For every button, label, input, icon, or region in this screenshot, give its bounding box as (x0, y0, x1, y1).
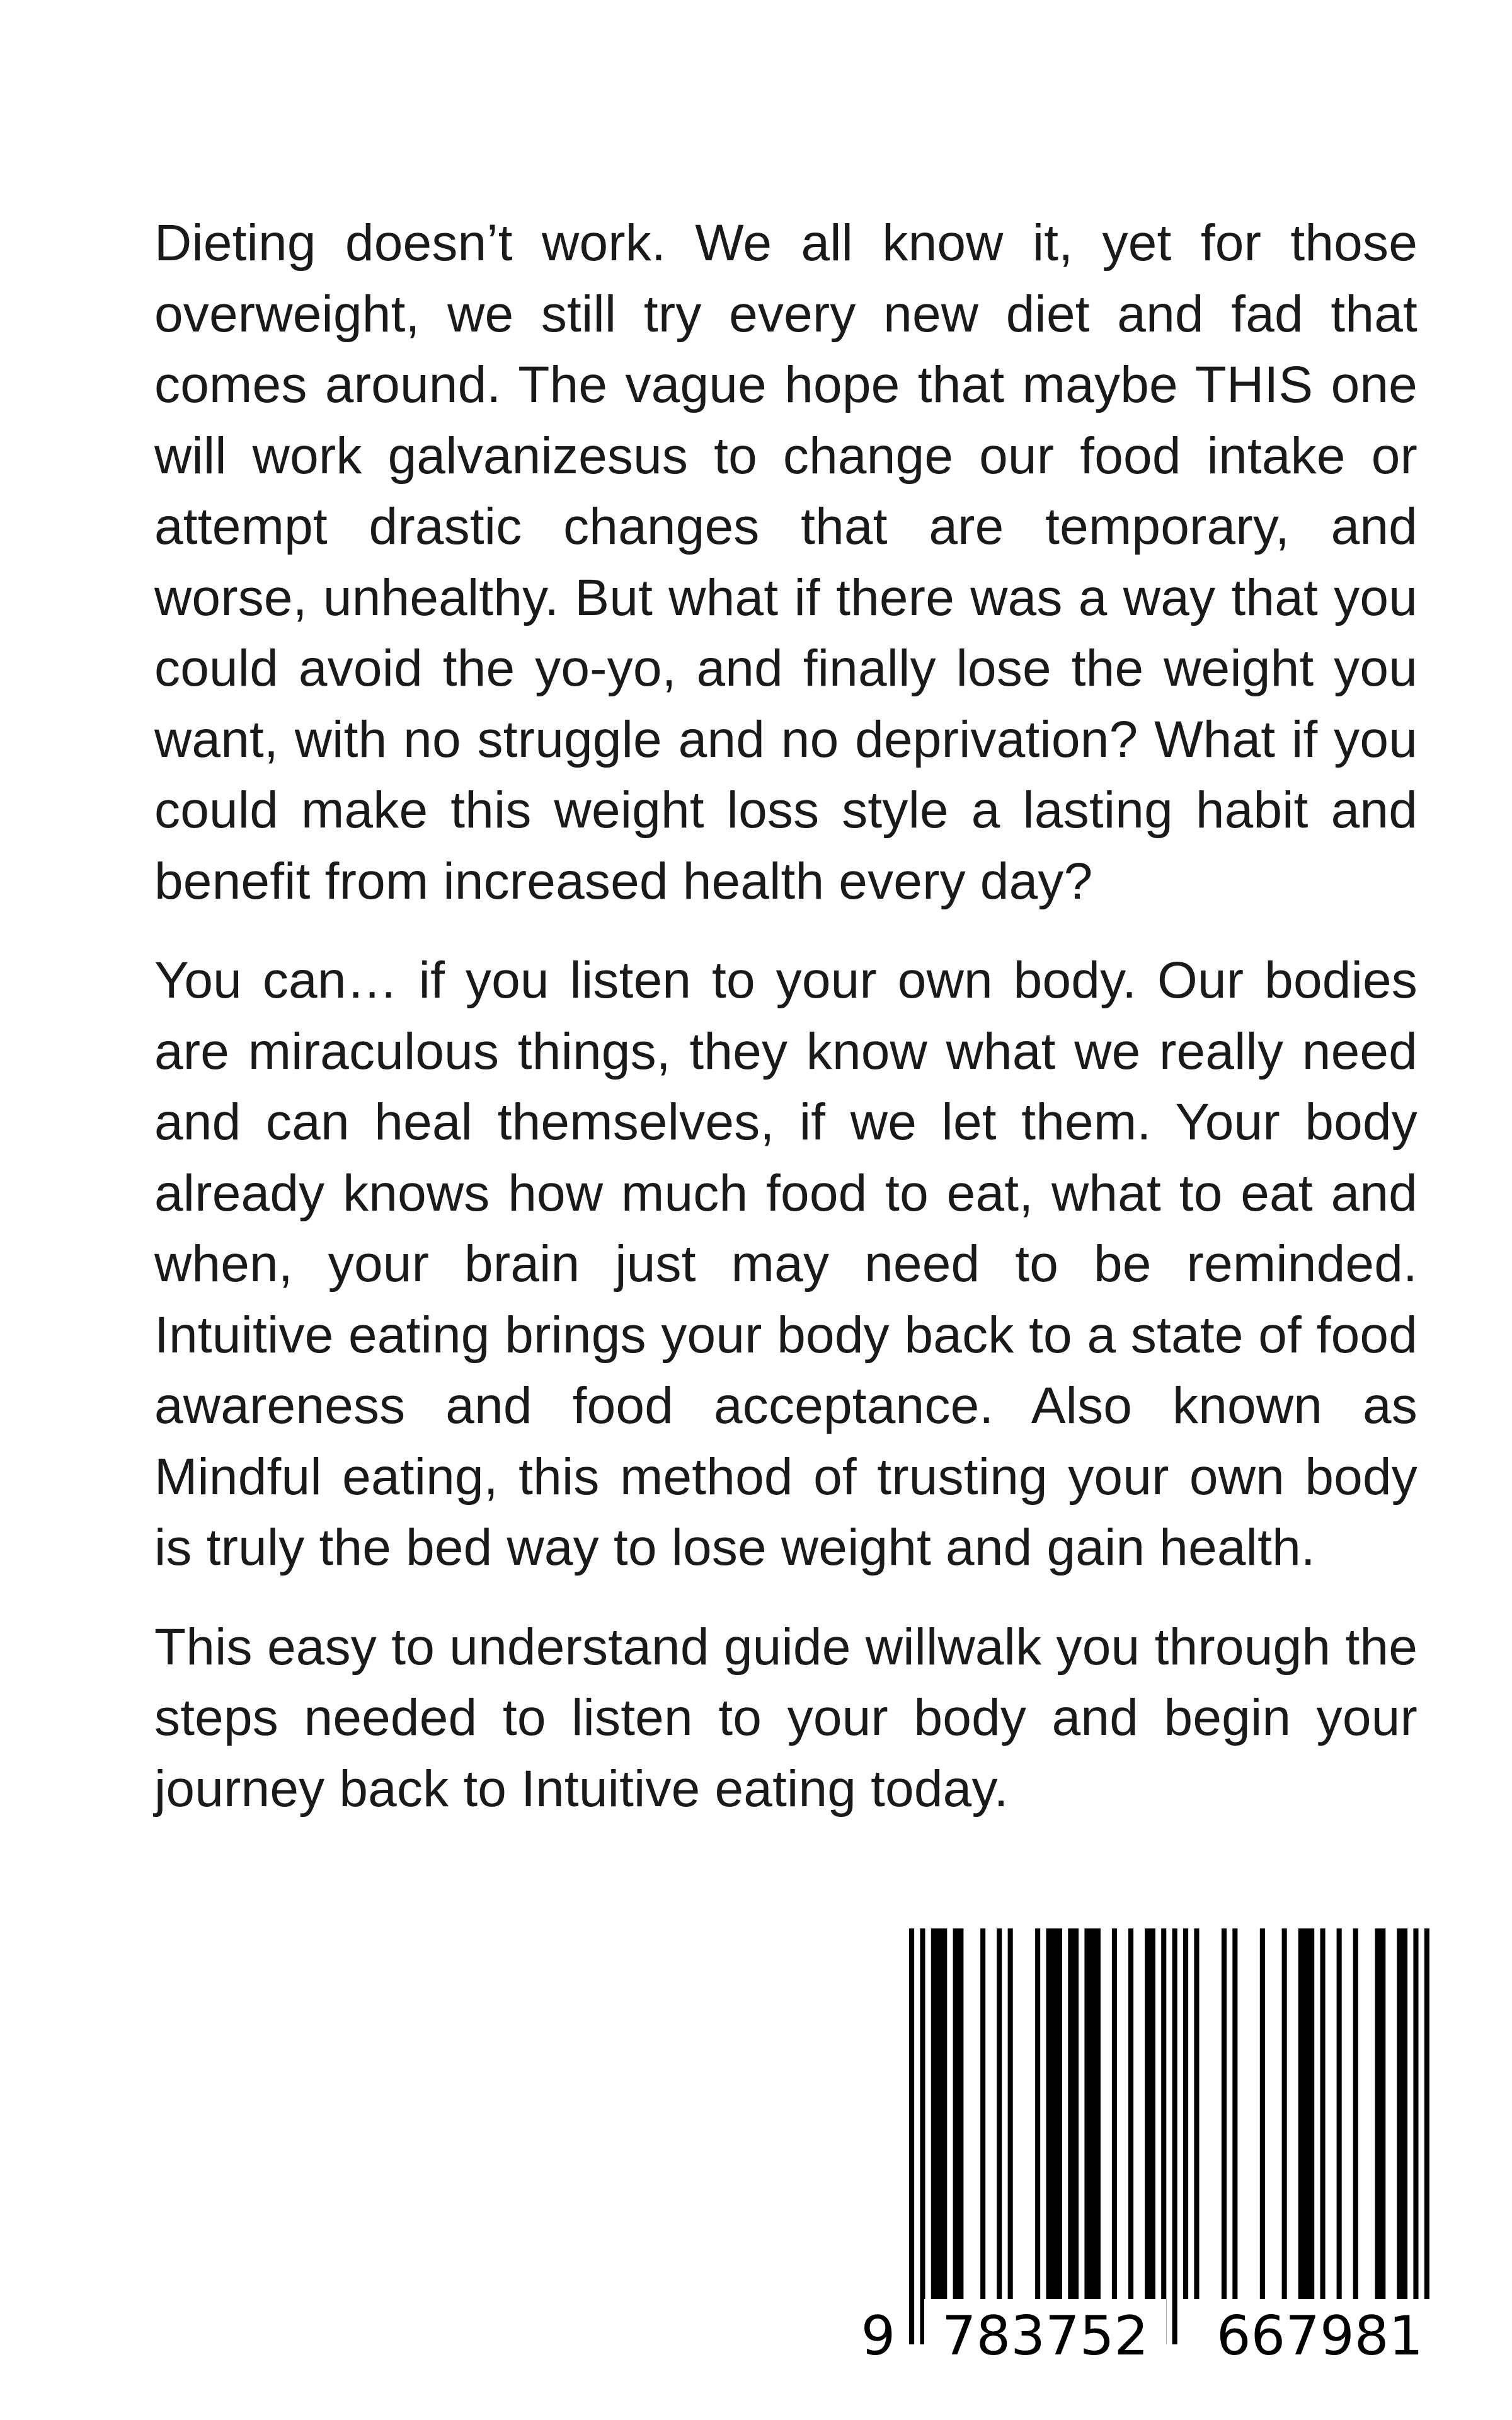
isbn-lead-digit: 9 (859, 2299, 898, 2373)
blurb-paragraph-3: This easy to understand guide willwalk you through the steps needed to listen to your body and begin your journey back to Intuitive eating today. (154, 1618, 1418, 1818)
barcode-bar (920, 1928, 925, 2344)
barcode-bar (1068, 1928, 1079, 2299)
barcode-bar (1282, 1928, 1287, 2299)
barcode-bar (1008, 1928, 1013, 2299)
isbn-barcode (859, 1928, 1455, 2373)
barcode-bar (931, 1928, 948, 2299)
barcode-bar (1298, 1928, 1315, 2299)
barcode-bar (1260, 1928, 1265, 2299)
barcode-bar (1172, 1928, 1177, 2344)
barcode-bar (1161, 1928, 1166, 2344)
barcode-bar (1183, 1928, 1188, 2299)
blurb-paragraph-1: Dieting doesn’t work. We all know it, yet for those overweight, we still try every new diet and fad that comes around. The vague hope that maybe THIS one will work galvanizesus to change our food intake or attempt drastic changes that are temporary, and worse, unhealthy. But what if there was a way that you could avoid the yo-yo, and finally lose the weight you want, with no struggle and no deprivation? What if you could make this weight loss style a lasting habit and benefit from increased health every day? (154, 214, 1418, 910)
barcode-bar (1232, 1928, 1237, 2299)
barcode-bar (1046, 1928, 1063, 2299)
barcode-bar (1194, 1928, 1199, 2299)
isbn-left-group: 783752 (924, 2299, 1166, 2373)
barcode-bar (1375, 1928, 1386, 2299)
barcode-bar (1035, 1928, 1040, 2299)
barcode-bar (1084, 1928, 1101, 2299)
barcode-bar (1145, 1928, 1155, 2299)
barcode-bar (980, 1928, 985, 2299)
barcode-bar (1337, 1928, 1342, 2299)
blurb-text (154, 208, 1418, 1824)
barcode-bar (1112, 1928, 1117, 2299)
barcode-bar (997, 1928, 1002, 2299)
barcode-bar (1397, 1928, 1407, 2299)
barcode-bar (953, 1928, 964, 2299)
barcode-bar (1353, 1928, 1358, 2299)
isbn-number (859, 2299, 1455, 2373)
barcode-bar (1424, 1928, 1429, 2344)
blurb-paragraph-2: You can… if you listen to your own body. Our bodies are miraculous things, they know what we really need and can heal themselves, if we let them. Your body already knows how much food to eat, what to eat and when, your brain just may need to be reminded. Intuitive eating brings your body back to a state of food awareness and food acceptance. Also known as Mindful eating, this method of trusting your own body is truly the bed way to lose weight and gain health. (154, 952, 1418, 1576)
barcode-bar (1413, 1928, 1418, 2344)
barcode-bar (1320, 1928, 1326, 2299)
barcode-bar (1128, 1928, 1133, 2299)
isbn-right-group: 667981 (1199, 2299, 1441, 2373)
barcode-bar (1222, 1928, 1227, 2299)
barcode-bar (909, 1928, 914, 2344)
